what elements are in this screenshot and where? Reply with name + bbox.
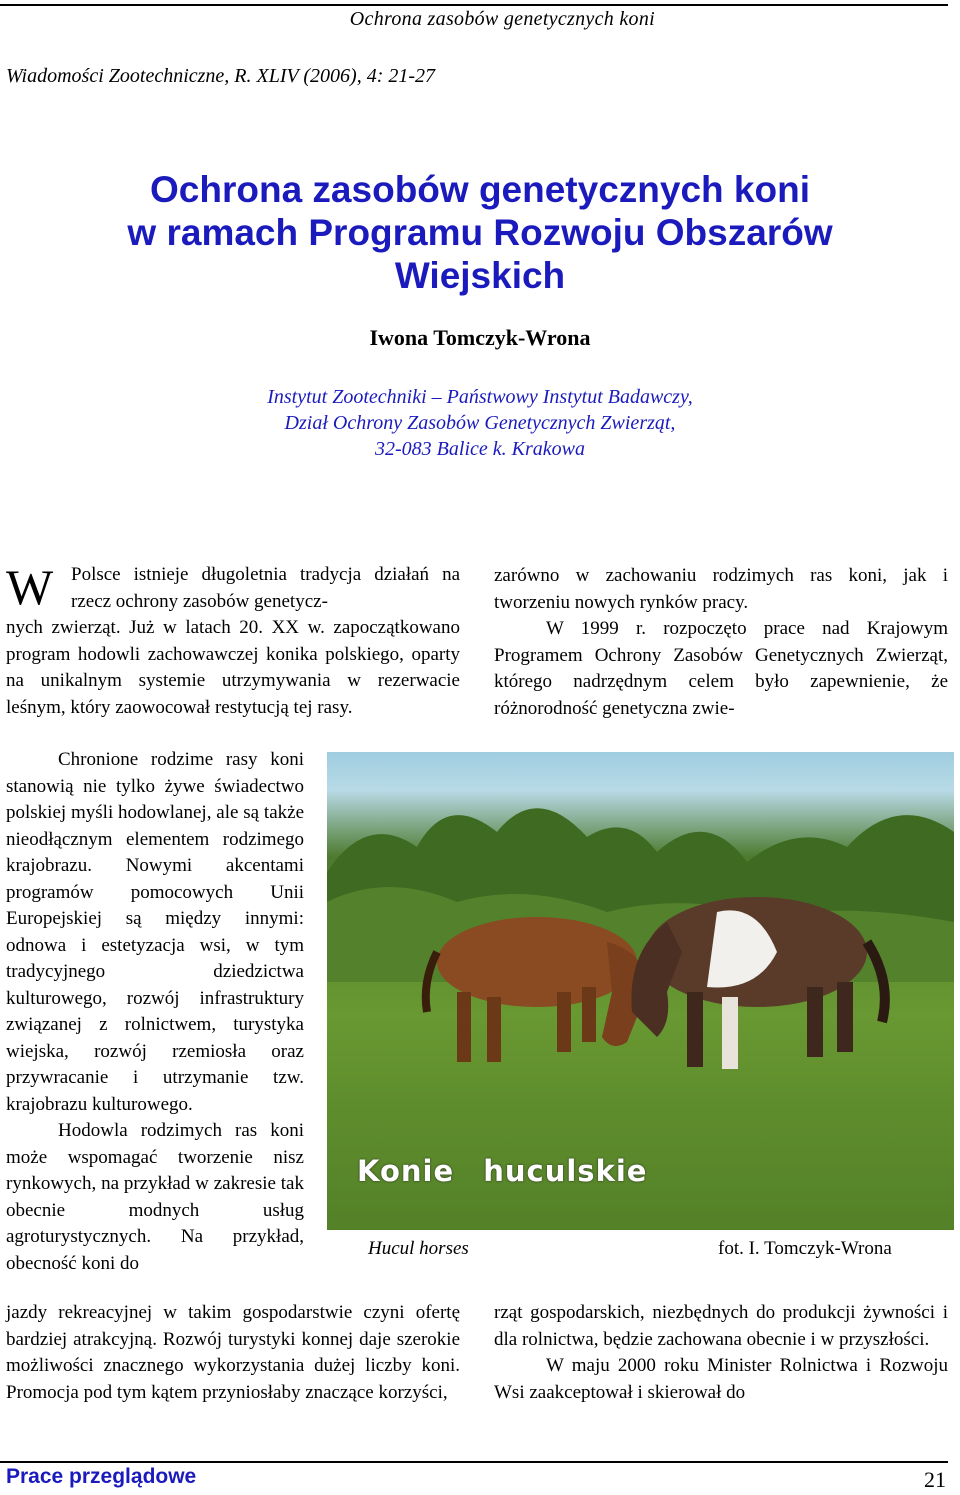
affiliation-line: Dział Ochrony Zasobów Genetycznych Zwierząt, bbox=[284, 412, 676, 434]
journal-citation: Wiadomości Zootechniczne, R. XLIV (2006), 4: 21-27 bbox=[6, 65, 436, 87]
author-name: Iwona Tomczyk-Wrona bbox=[369, 325, 591, 350]
paragraph-hodowla-continued: jazdy rekreacyjnej w takim gospodarstwie czyni ofertę bardziej atrakcyjną. Rozwój turystyki konnej daje szerokie możliwości znacznego wykorzystania dużej liczby koni. Promocja pod tym kątem przyniosłaby znaczące korzyści, bbox=[6, 1302, 460, 1403]
photo-overlay-label: Konie huculskie bbox=[357, 1154, 648, 1188]
right-column-bottom bbox=[494, 1300, 948, 1406]
left-column-bottom bbox=[6, 1300, 460, 1406]
right-column-top bbox=[494, 563, 948, 722]
paragraph-intro-first: Polsce istnieje długoletnia tradycja działań na rzecz ochrony zasobów genetycz- bbox=[71, 564, 460, 612]
affiliation bbox=[0, 384, 960, 462]
article-title bbox=[0, 168, 960, 297]
affiliation-line: 32-083 Balice k. Krakowa bbox=[375, 438, 585, 460]
page-number: 21 bbox=[924, 1467, 946, 1492]
title-line: Ochrona zasobów genetycznych koni bbox=[150, 169, 810, 210]
figure-caption: Hucul horses bbox=[368, 1238, 469, 1259]
paragraph-right-2: W 1999 r. rozpoczęto prace nad Krajowym Programem Ochrony Zasobów Genetycznych Zwierząt, którego nadrzędnym celem było zapewnienie, że różnorodność genetyczna zwie- bbox=[494, 618, 948, 719]
left-column-intro bbox=[6, 559, 460, 721]
title-line: Wiejskich bbox=[394, 255, 566, 296]
paragraph-right-4: W maju 2000 roku Minister Rolnictwa i Rozwoju Wsi zaakceptował i skierował do bbox=[494, 1355, 948, 1403]
paragraph-intro bbox=[6, 559, 460, 615]
paragraph-intro-rest: nych zwierząt. Już w latach 20. XX w. zapoczątkowano program hodowli zachowawczej konika polskiego, oparty na unikalnym systemie utrzymywania w rezerwacie leśnym, który zaowocował restytucją tej rasy. bbox=[6, 617, 460, 718]
paragraph-right-3: rząt gospodarskich, niezbędnych do produkcji żywności i dla rolnictwa, będzie zachowana obecnie i w przyszłości. bbox=[494, 1302, 948, 1350]
title-line: w ramach Programu Rozwoju Obszarów bbox=[127, 212, 833, 253]
footer-rule bbox=[0, 1461, 948, 1463]
running-head: Ochrona zasobów genetycznych koni bbox=[349, 8, 655, 30]
photo-credit: fot. I. Tomczyk-Wrona bbox=[718, 1238, 892, 1259]
header-rule bbox=[0, 4, 948, 6]
paragraph-chronione: Chronione rodzime rasy koni stanowią nie tylko żywe świadectwo polskiej myśli hodowlanej, ale są także nieodłącznym elementem rodzimego krajobrazu. Nowymi akcentami programów pomocowych Unii Europejskiej są między innymi: odnowa i estetyzacja wsi, w tym tradycyjnego dziedzictwa kulturowego, rozwój infrastruktury związanej z rolnictwem, turystyka wiejska, rozwój rzemiosła oraz przywracanie i utrzymanie tzw. krajobrazu kulturowego. bbox=[6, 749, 304, 1115]
affiliation-line: Instytut Zootechniki – Państwowy Instytut Badawczy, bbox=[267, 386, 693, 408]
paragraph-hodowla: Hodowla rodzimych ras koni może wspomagać tworzenie nisz rynkowych, na przykład w zakresie tak obecnie modnych usług agroturystycznych. Na przykład, obecność koni do bbox=[6, 1120, 304, 1274]
section-label: Prace przeglądowe bbox=[6, 1465, 197, 1488]
horses-photo bbox=[327, 752, 954, 1230]
paragraph-right-1: zarówno w zachowaniu rodzimych ras koni, jak i tworzeniu nowych rynków pracy. bbox=[494, 565, 948, 613]
left-column-narrow bbox=[6, 747, 304, 1277]
drop-cap: W bbox=[6, 559, 54, 615]
